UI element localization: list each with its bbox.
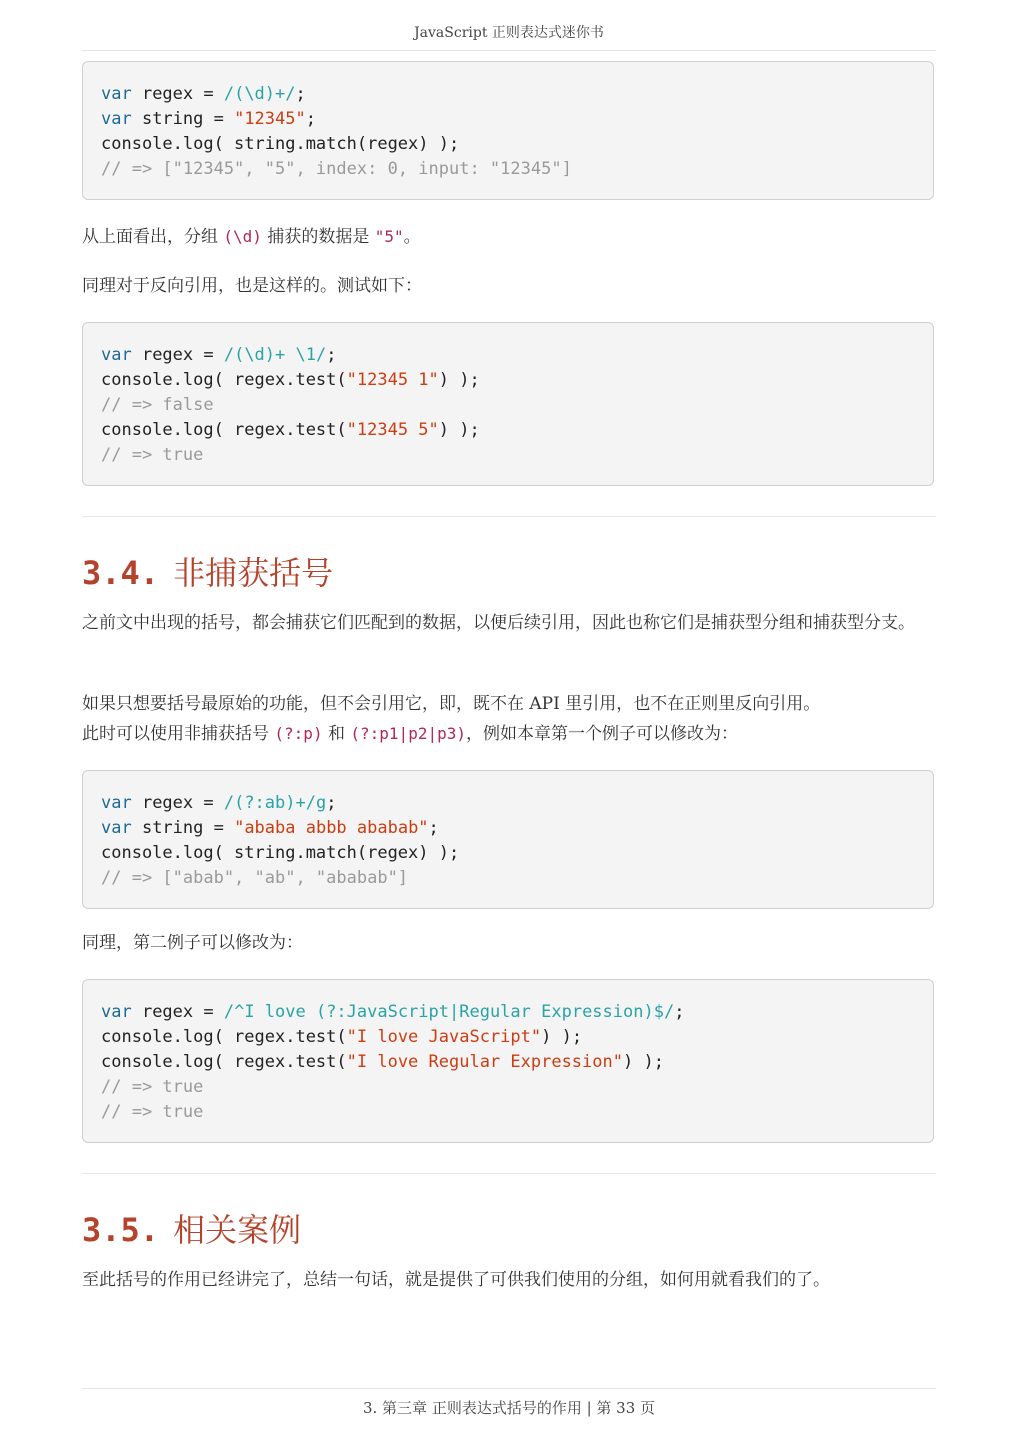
code-text: ; <box>674 1002 685 1022</box>
code-keyword: var <box>101 345 132 365</box>
code-comment: // => true <box>101 1077 204 1097</box>
code-text: ; <box>305 109 316 129</box>
paragraph-2: 同理对于反向引用，也是这样的。测试如下： <box>82 276 422 296</box>
section-title: 相关案例 <box>173 1211 302 1249</box>
code-text: console.log( regex.test( <box>101 1027 347 1047</box>
code-regex: /^I love (?:JavaScript|Regular Expression)$/ <box>223 1002 675 1022</box>
paragraph-1 <box>82 222 936 252</box>
code-keyword: var <box>101 109 132 129</box>
text-line <box>82 719 936 749</box>
code-string: "12345 1" <box>346 370 439 390</box>
code-text: ) ); <box>438 420 480 440</box>
code-comment: // => ["abab", "ab", "ababab"] <box>101 868 409 888</box>
code-text: console.log( regex.test( <box>101 1052 347 1072</box>
code-regex: /(\d)+/ <box>223 84 296 104</box>
inline-code: (?:p1|p2|p3) <box>350 724 466 743</box>
code-line <box>101 343 915 368</box>
code-line <box>101 82 915 107</box>
code-line <box>101 1025 915 1050</box>
code-text: ) ); <box>541 1027 583 1047</box>
paragraph-6: 至此括号的作用已经讲完了，总结一句话，就是提供了可供我们使用的分组，如何用就看我们的了。 <box>82 1270 830 1290</box>
text: 捕获的数据是 <box>261 227 375 247</box>
inline-code: "5" <box>374 227 404 246</box>
code-text: console.log( regex.test( <box>101 370 347 390</box>
code-string: "I love Regular Expression" <box>346 1052 623 1072</box>
code-text: ; <box>326 793 337 813</box>
code-keyword: var <box>101 793 132 813</box>
section-heading-3-4 <box>82 553 333 593</box>
code-regex: /(\d)+ \1/ <box>223 345 327 365</box>
section-divider <box>82 1173 936 1174</box>
code-comment: // => true <box>101 1102 204 1122</box>
code-text: ) ); <box>622 1052 664 1072</box>
code-line: console.log( string.match(regex) ); <box>101 843 460 863</box>
code-string: "12345 5" <box>346 420 439 440</box>
code-line <box>101 1000 915 1025</box>
section-heading-3-5 <box>82 1210 301 1250</box>
code-regex: /(?:ab)+/g <box>223 793 327 813</box>
code-text: regex = <box>131 793 224 813</box>
section-title: 非捕获括号 <box>173 554 334 592</box>
paragraph-5: 同理，第二例子可以修改为： <box>82 933 303 953</box>
code-block-1 <box>82 61 934 200</box>
code-string: "12345" <box>234 109 306 129</box>
header-title: JavaScript 正则表达式迷你书 <box>414 25 604 41</box>
code-line <box>101 107 915 132</box>
running-footer <box>82 1388 936 1429</box>
code-string: "I love JavaScript" <box>346 1027 542 1047</box>
inline-code: (?:p) <box>274 724 323 743</box>
running-header <box>82 22 936 51</box>
code-text: ) ); <box>438 370 480 390</box>
code-block-2 <box>82 322 934 486</box>
code-text: regex = <box>131 345 224 365</box>
paragraph-3: 之前文中出现的括号，都会捕获它们匹配到的数据，以便后续引用，因此也称它们是捕获型分组和捕获型分支。 <box>82 613 915 633</box>
text: 此时可以使用非捕获括号 <box>82 724 275 744</box>
code-block-4 <box>82 979 934 1143</box>
code-block-3 <box>82 770 934 909</box>
code-comment: // => ["12345", "5", index: 0, input: "12345"] <box>101 159 572 179</box>
inline-code: (\d) <box>223 227 262 246</box>
text: 从上面看出，分组 <box>82 227 224 247</box>
code-string: "ababa abbb ababab" <box>234 818 429 838</box>
code-text: console.log( regex.test( <box>101 420 347 440</box>
section-number: 3.4. <box>82 554 160 592</box>
code-keyword: var <box>101 818 132 838</box>
code-keyword: var <box>101 1002 132 1022</box>
code-keyword: var <box>101 84 132 104</box>
code-text: ; <box>295 84 306 104</box>
section-number: 3.5. <box>82 1211 160 1249</box>
code-line <box>101 368 915 393</box>
text: ，例如本章第一个例子可以修改为： <box>465 724 738 744</box>
code-text: regex = <box>131 84 224 104</box>
code-line <box>101 418 915 443</box>
code-line: console.log( string.match(regex) ); <box>101 134 460 154</box>
text-line: 如果只想要括号最原始的功能，但不会引用它，即，既不在 API 里引用，也不在正则里反向引用。 <box>82 694 821 714</box>
paragraph-4 <box>82 689 936 749</box>
code-text: ; <box>326 345 337 365</box>
code-text: regex = <box>131 1002 224 1022</box>
footer-text: 3. 第三章 正则表达式括号的作用 | 第 33 页 <box>362 1399 656 1417</box>
code-line <box>101 791 915 816</box>
code-comment: // => true <box>101 445 204 465</box>
code-text: ; <box>428 818 439 838</box>
code-text: string = <box>131 109 235 129</box>
code-line <box>101 816 915 841</box>
section-divider <box>82 516 936 517</box>
code-text: string = <box>131 818 235 838</box>
text: 和 <box>322 724 351 744</box>
text: 。 <box>403 227 421 247</box>
code-comment: // => false <box>101 395 214 415</box>
code-line <box>101 1050 915 1075</box>
